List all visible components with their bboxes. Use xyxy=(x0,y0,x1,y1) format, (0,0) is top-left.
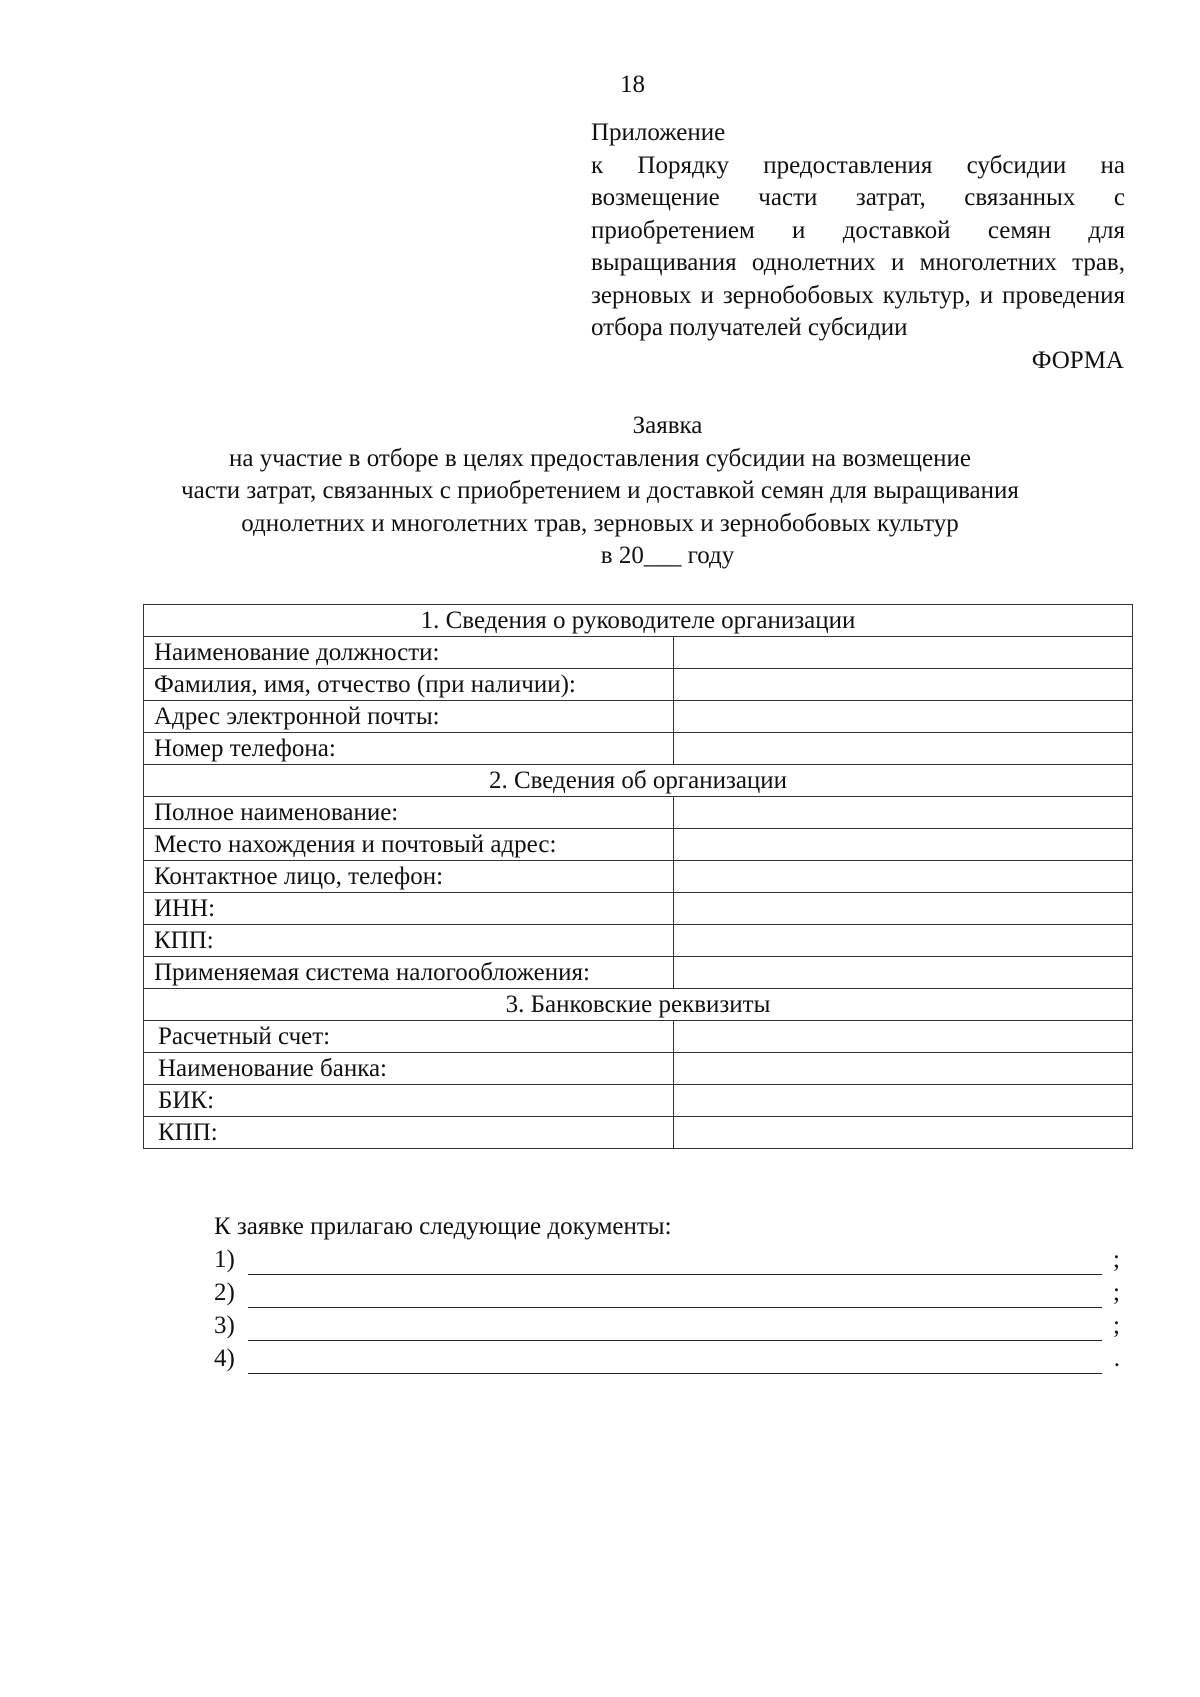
table-row xyxy=(144,797,1133,829)
field-label: Адрес электронной почты: xyxy=(144,701,674,733)
table-row xyxy=(144,893,1133,925)
field-value[interactable] xyxy=(674,1053,1133,1085)
field-value[interactable] xyxy=(674,925,1133,957)
attachments-intro: К заявке прилагаю следующие документы: xyxy=(214,1213,672,1240)
appendix-block xyxy=(591,117,1125,345)
field-value[interactable] xyxy=(674,893,1133,925)
table-row xyxy=(144,861,1133,893)
blank-underline xyxy=(248,1307,1102,1308)
attachment-line[interactable] xyxy=(214,1343,1120,1375)
appendix-title: Приложение xyxy=(591,119,726,146)
section-header-row xyxy=(144,765,1133,797)
table-row xyxy=(144,957,1133,989)
line-terminator: ; xyxy=(1113,1279,1120,1306)
field-value[interactable] xyxy=(674,1117,1133,1149)
attachment-number: 3) xyxy=(214,1312,235,1339)
blank-underline xyxy=(248,1340,1102,1341)
table-row xyxy=(144,1053,1133,1085)
attachment-line[interactable] xyxy=(214,1277,1120,1309)
request-line: однолетних и многолетних трав, зерновых и зернобобовых культур xyxy=(241,510,959,537)
section-header-row xyxy=(144,989,1133,1021)
field-label: КПП: xyxy=(144,1117,674,1149)
appendix-text: к Порядку предоставления субсидии на возмещение части затрат, связанных с приобретением и доставкой семян для выращивания однолетних и многолетних трав, зерновых и зернобобовых культур, и проведения отбора получателей субсидии xyxy=(591,151,1125,341)
request-line: части затрат, связанных с приобретением и доставкой семян для выращивания xyxy=(181,477,1019,504)
table-row xyxy=(144,1085,1133,1117)
field-label: БИК: xyxy=(144,1085,674,1117)
table-row xyxy=(144,1117,1133,1149)
line-terminator: ; xyxy=(1113,1246,1120,1273)
section-title: 3. Банковские реквизиты xyxy=(144,989,1133,1021)
field-value[interactable] xyxy=(674,733,1133,765)
table-row xyxy=(144,829,1133,861)
field-label: Применяемая система налогообложения: xyxy=(144,957,674,989)
field-value[interactable] xyxy=(674,669,1133,701)
table-row xyxy=(144,669,1133,701)
field-label: КПП: xyxy=(144,925,674,957)
attachment-line[interactable] xyxy=(214,1310,1120,1342)
table-row xyxy=(144,637,1133,669)
line-terminator: . xyxy=(1113,1345,1120,1372)
blank-underline xyxy=(248,1373,1102,1374)
field-label: Фамилия, имя, отчество (при наличии): xyxy=(144,669,674,701)
table-row xyxy=(144,925,1133,957)
field-value[interactable] xyxy=(674,1021,1133,1053)
field-label: Полное наименование: xyxy=(144,797,674,829)
field-label: Контактное лицо, телефон: xyxy=(144,861,674,893)
field-value[interactable] xyxy=(674,829,1133,861)
field-label: Номер телефона: xyxy=(144,733,674,765)
field-label: Наименование банка: xyxy=(144,1053,674,1085)
field-value[interactable] xyxy=(674,637,1133,669)
application-form-table xyxy=(143,604,1133,1149)
field-label: Место нахождения и почтовый адрес: xyxy=(144,829,674,861)
attachment-line[interactable] xyxy=(214,1244,1120,1276)
section-title: 1. Сведения о руководителе организации xyxy=(144,605,1133,637)
section-header-row xyxy=(144,605,1133,637)
forma-label: ФОРМА xyxy=(1031,347,1124,374)
table-row xyxy=(144,1021,1133,1053)
attachment-number: 2) xyxy=(214,1279,235,1306)
field-value[interactable] xyxy=(674,1085,1133,1117)
field-value[interactable] xyxy=(674,861,1133,893)
request-line: на участие в отборе в целях предоставления субсидии на возмещение xyxy=(229,445,971,472)
field-value[interactable] xyxy=(674,701,1133,733)
line-terminator: ; xyxy=(1113,1312,1120,1339)
field-label: Наименование должности: xyxy=(144,637,674,669)
field-label: ИНН: xyxy=(144,893,674,925)
blank-underline xyxy=(248,1274,1102,1275)
request-line-year: в 20___ году xyxy=(600,542,735,569)
field-value[interactable] xyxy=(674,797,1133,829)
attachment-number: 1) xyxy=(214,1246,235,1273)
table-row xyxy=(144,733,1133,765)
table-row xyxy=(144,701,1133,733)
field-value[interactable] xyxy=(674,957,1133,989)
page-number: 18 xyxy=(620,71,645,98)
attachment-number: 4) xyxy=(214,1345,235,1372)
section-title: 2. Сведения об организации xyxy=(144,765,1133,797)
field-label: Расчетный счет: xyxy=(144,1021,674,1053)
request-title: Заявка xyxy=(632,412,703,439)
